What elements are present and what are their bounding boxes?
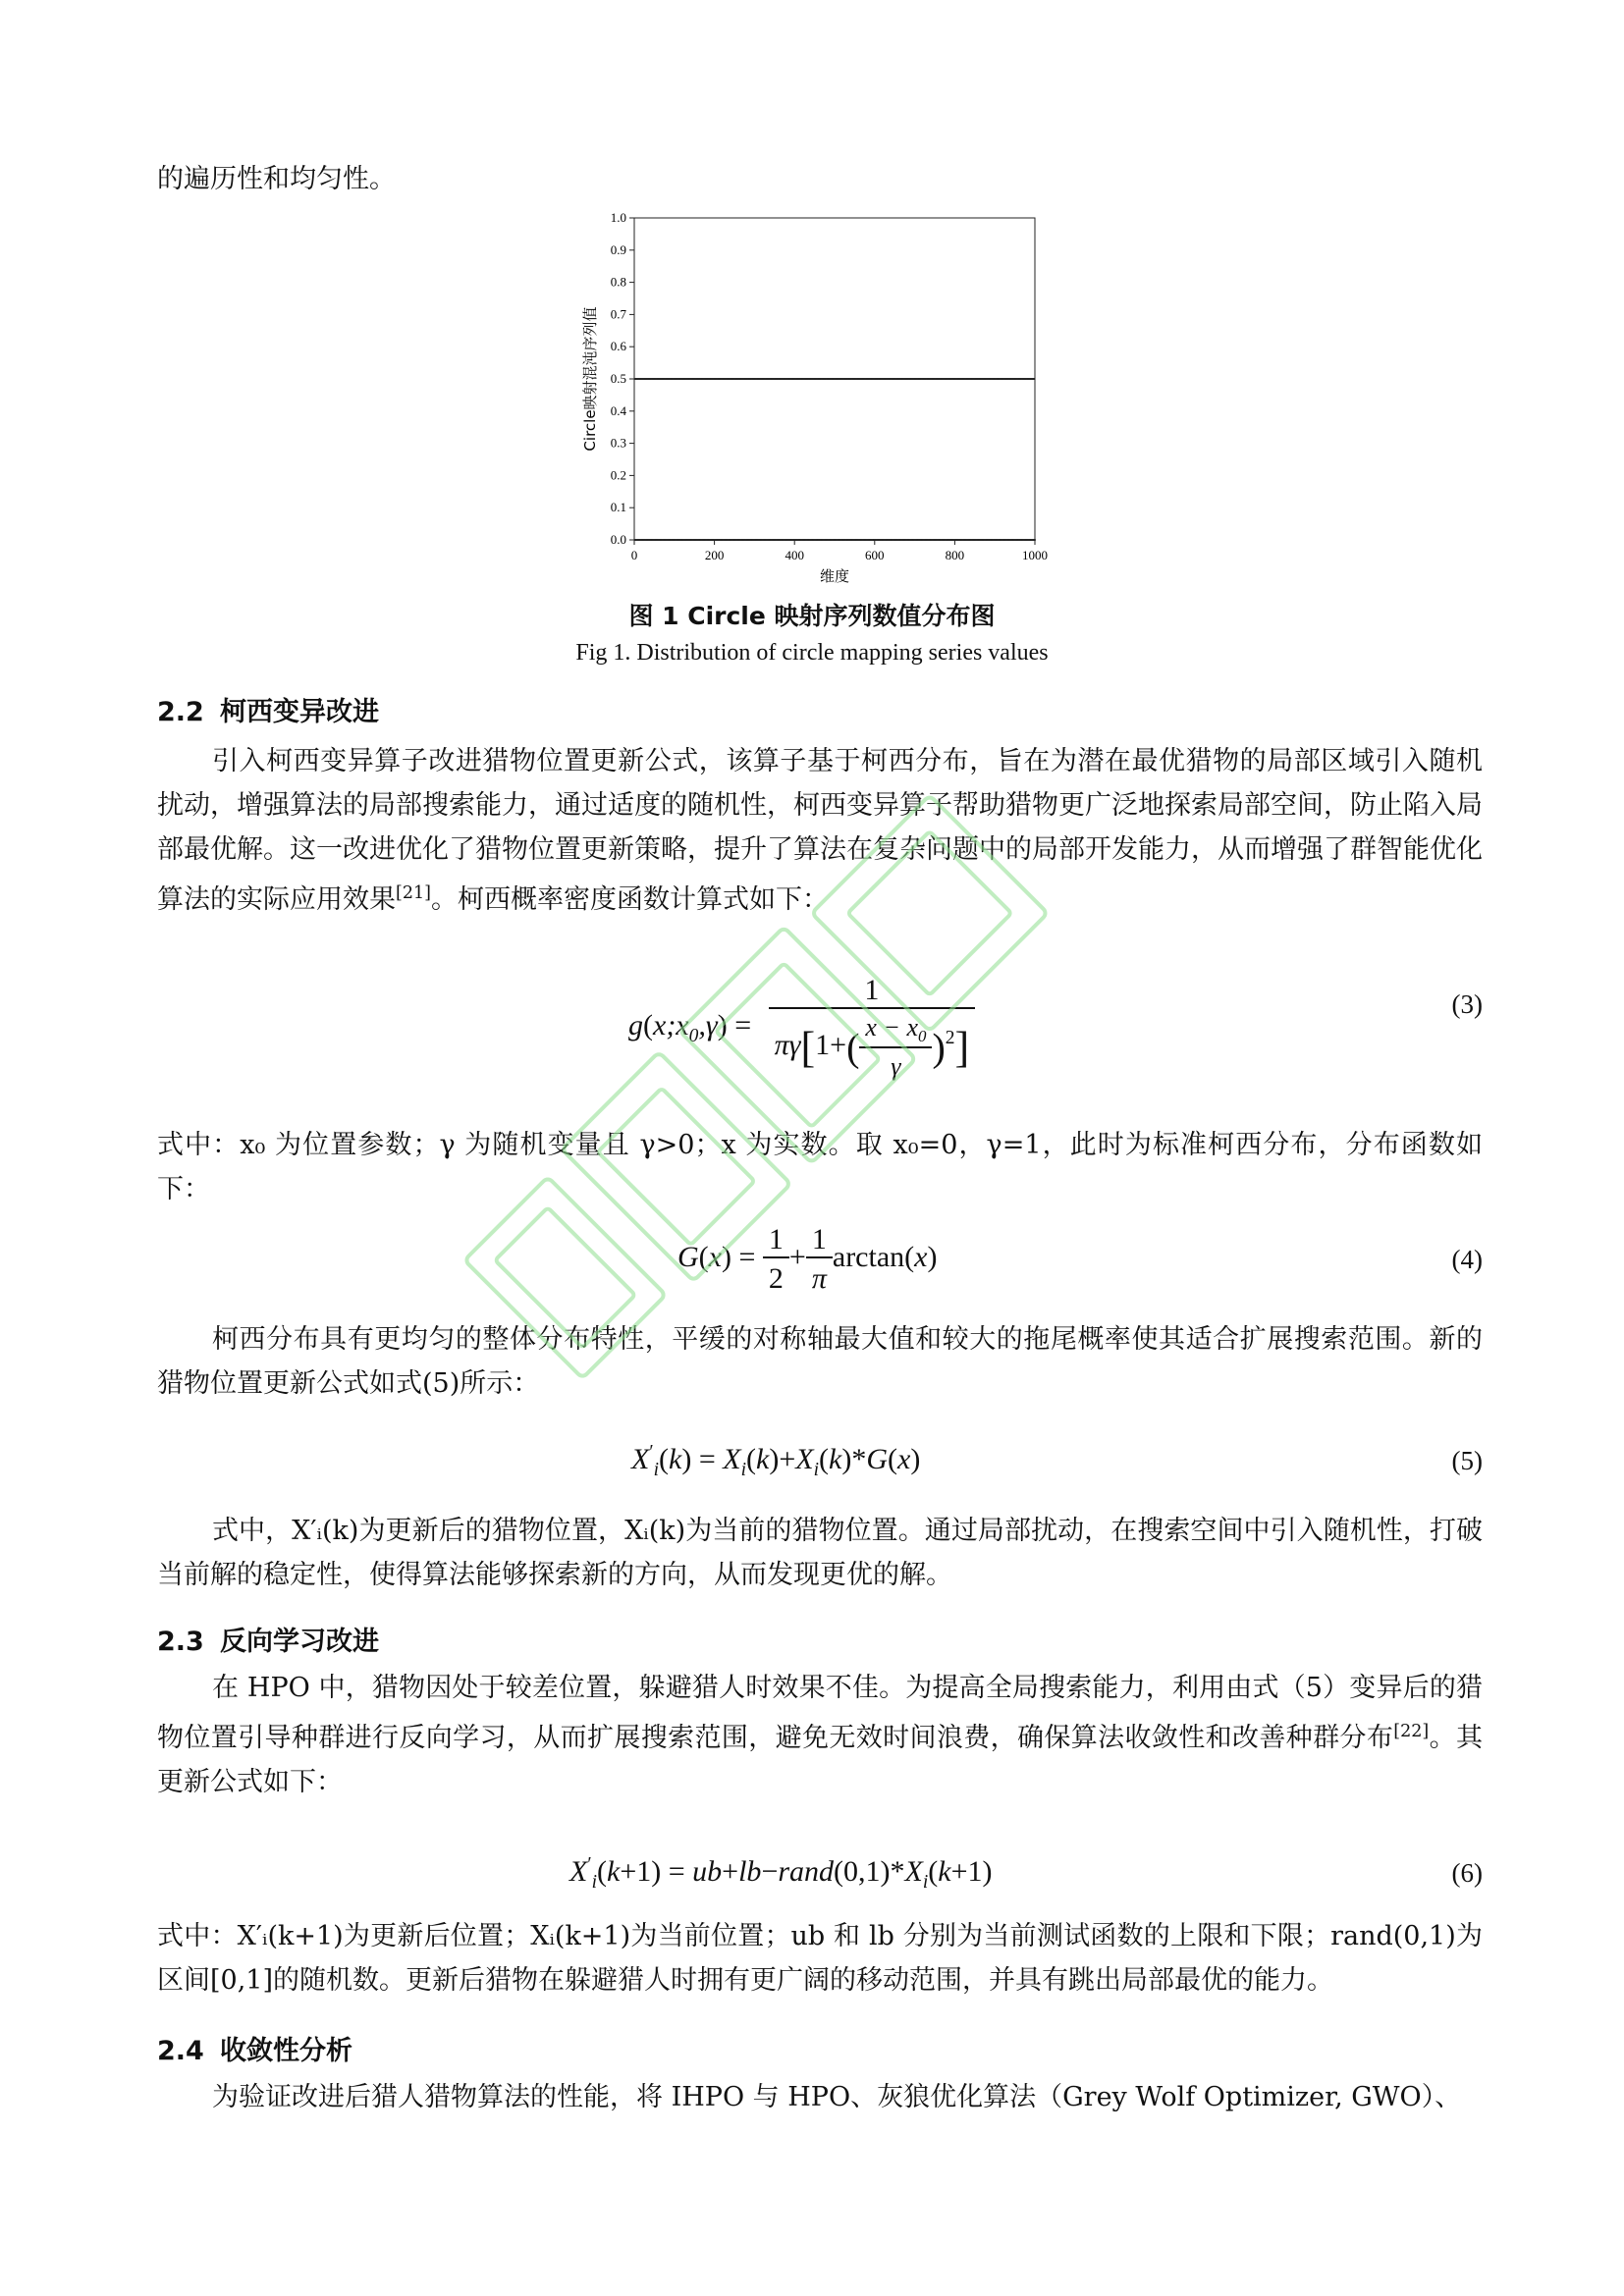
section-heading-2-2 (157, 690, 379, 728)
figure-caption-en: Fig 1. Distribution of circle mapping series values (575, 640, 1049, 666)
equation-5-body: $X'_i(k) = X_i(k)+X_i(k)*G(x)$ (631, 1442, 921, 1480)
y-tick-label: 0.0 (610, 532, 626, 547)
x-tick-label: 200 (704, 548, 725, 562)
equation-number: (4) (1451, 1245, 1483, 1274)
chart-axes (581, 210, 1048, 585)
y-tick-label: 0.8 (610, 274, 626, 290)
section-2-3-paragraph-2: 式中：X′ᵢ(k+1)为更新后位置；Xᵢ(k+1)为当前位置；ub 和 lb 分别为当前测试函数的上限和下限；rand(0,1)为区间[0,1]的随机数。更新后猎物在躲避猎人时拥有更广阔的移动范围，并具有跳出局部最优的能力。 (157, 1921, 1483, 1996)
section-title: 收敛性分析 (220, 2036, 352, 2066)
equation-number: (5) (1451, 1446, 1483, 1475)
equation-3 (157, 960, 1483, 1107)
y-axis-label: Circle映射混沌序列值 (581, 306, 599, 452)
x-tick-label: 600 (865, 548, 885, 562)
section-2-2-paragraph-4: 式中，X′ᵢ(k)为更新后的猎物位置，Xᵢ(k)为当前的猎物位置。通过局部扰动，在搜索空间中引入随机性，打破当前解的稳定性，使得算法能够探索新的方向，从而发现更优的解。 (157, 1516, 1483, 1590)
paragraph-text: 引入柯西变异算子改进猎物位置更新公式，该算子基于柯西分布，旨在为潜在最优猎物的局部区域引入随机扰动，增强算法的局部搜索能力，通过适度的随机性，柯西变异算子帮助猎物更广泛地探索局部空间，防止陷入局部最优解。这一改进优化了猎物位置更新策略，提升了算法在复杂问题中的局部开发能力，从而增强了群智能优化算法的实际应用效果 (157, 746, 1483, 915)
equation-6 (157, 1850, 1483, 1899)
intro-tail-text: 的遍历性和均匀性。 (157, 164, 396, 194)
x-tick-label: 800 (945, 548, 965, 562)
figure-caption-cn: 图 1 Circle 映射序列数值分布图 (628, 602, 996, 630)
plot-area (633, 378, 1036, 541)
section-2-2-paragraph-3: 柯西分布具有更均匀的整体分布特性，平缓的对称轴最大值和较大的拖尾概率使其适合扩展搜索范围。新的猎物位置更新公式如式(5)所示： (157, 1324, 1483, 1399)
equation-number: (6) (1451, 1858, 1483, 1888)
section-title: 柯西变异改进 (220, 697, 379, 727)
citation-ref: [22] (1393, 1722, 1430, 1741)
section-2-3-paragraph-1 (157, 1666, 1483, 1804)
y-tick-label: 0.4 (610, 402, 626, 418)
y-tick-label: 0.5 (610, 371, 626, 386)
y-tick-label: 0.2 (610, 467, 626, 483)
citation-ref: [21] (396, 883, 431, 903)
section-2-2-paragraph-1 (157, 739, 1483, 922)
section-number: 2.3 (157, 1627, 204, 1657)
section-heading-2-3 (157, 1620, 379, 1658)
x-tick-label: 0 (630, 548, 638, 562)
section-2-4-paragraph-1: 为验证改进后猎人猎物算法的性能，将 IHPO 与 HPO、灰狼优化算法（Grey Wolf Optimizer, GWO）、 (212, 2082, 1462, 2112)
y-tick-label: 0.3 (610, 435, 626, 451)
section-number: 2.4 (157, 2036, 204, 2066)
y-tick-label: 0.6 (610, 339, 626, 354)
section-number: 2.2 (157, 697, 204, 727)
equation-4-body: G(x) = $\frac{1}{2}$ + $\frac{1}{\pi}$ arctan(x) (677, 1223, 938, 1295)
section-2-2-paragraph-2: 式中：x₀ 为位置参数；γ 为随机变量且 γ>0；x 为实数。取 x₀=0，γ=1，此时为标准柯西分布，分布函数如下： (157, 1130, 1483, 1204)
circle-map-scatter-chart (575, 206, 1049, 599)
paragraph-text: 在 HPO 中，猎物因处于较差位置，躲避猎人时效果不佳。为提高全局搜索能力，利用由式（5）变异后的猎物位置引导种群进行反向学习，从而扩展搜索范围，避免无效时间浪费，确保算法收敛性和改善种群分布 (157, 1673, 1483, 1753)
equation-6-body: $X'_i(k+1)$ = $ub+lb-rand(0,1)*X_i(k+1)$ (569, 1854, 993, 1893)
section-heading-2-4 (157, 2029, 352, 2067)
section-title: 反向学习改进 (220, 1627, 379, 1657)
x-axis-label: 维度 (819, 567, 850, 585)
equation-5 (157, 1438, 1483, 1487)
y-tick-label: 0.7 (610, 306, 626, 322)
y-tick-label: 0.9 (610, 241, 626, 257)
x-tick-label: 400 (785, 548, 804, 562)
y-tick-label: 0.1 (610, 500, 626, 515)
paragraph-text: 。其更新公式如下： (157, 1723, 1483, 1797)
x-tick-label: 1000 (1022, 548, 1048, 562)
equation-4 (157, 1217, 1483, 1315)
paragraph-text: 。柯西概率密度函数计算式如下： (431, 884, 829, 915)
equation-number: (3) (1451, 989, 1483, 1019)
y-tick-label: 1.0 (610, 210, 626, 225)
equation-3-body: $g(x;x_0,\gamma)$ = 1 πγ[1+( $\frac{x - x_0}{\gamma}$ )$^2$] (628, 974, 975, 1082)
